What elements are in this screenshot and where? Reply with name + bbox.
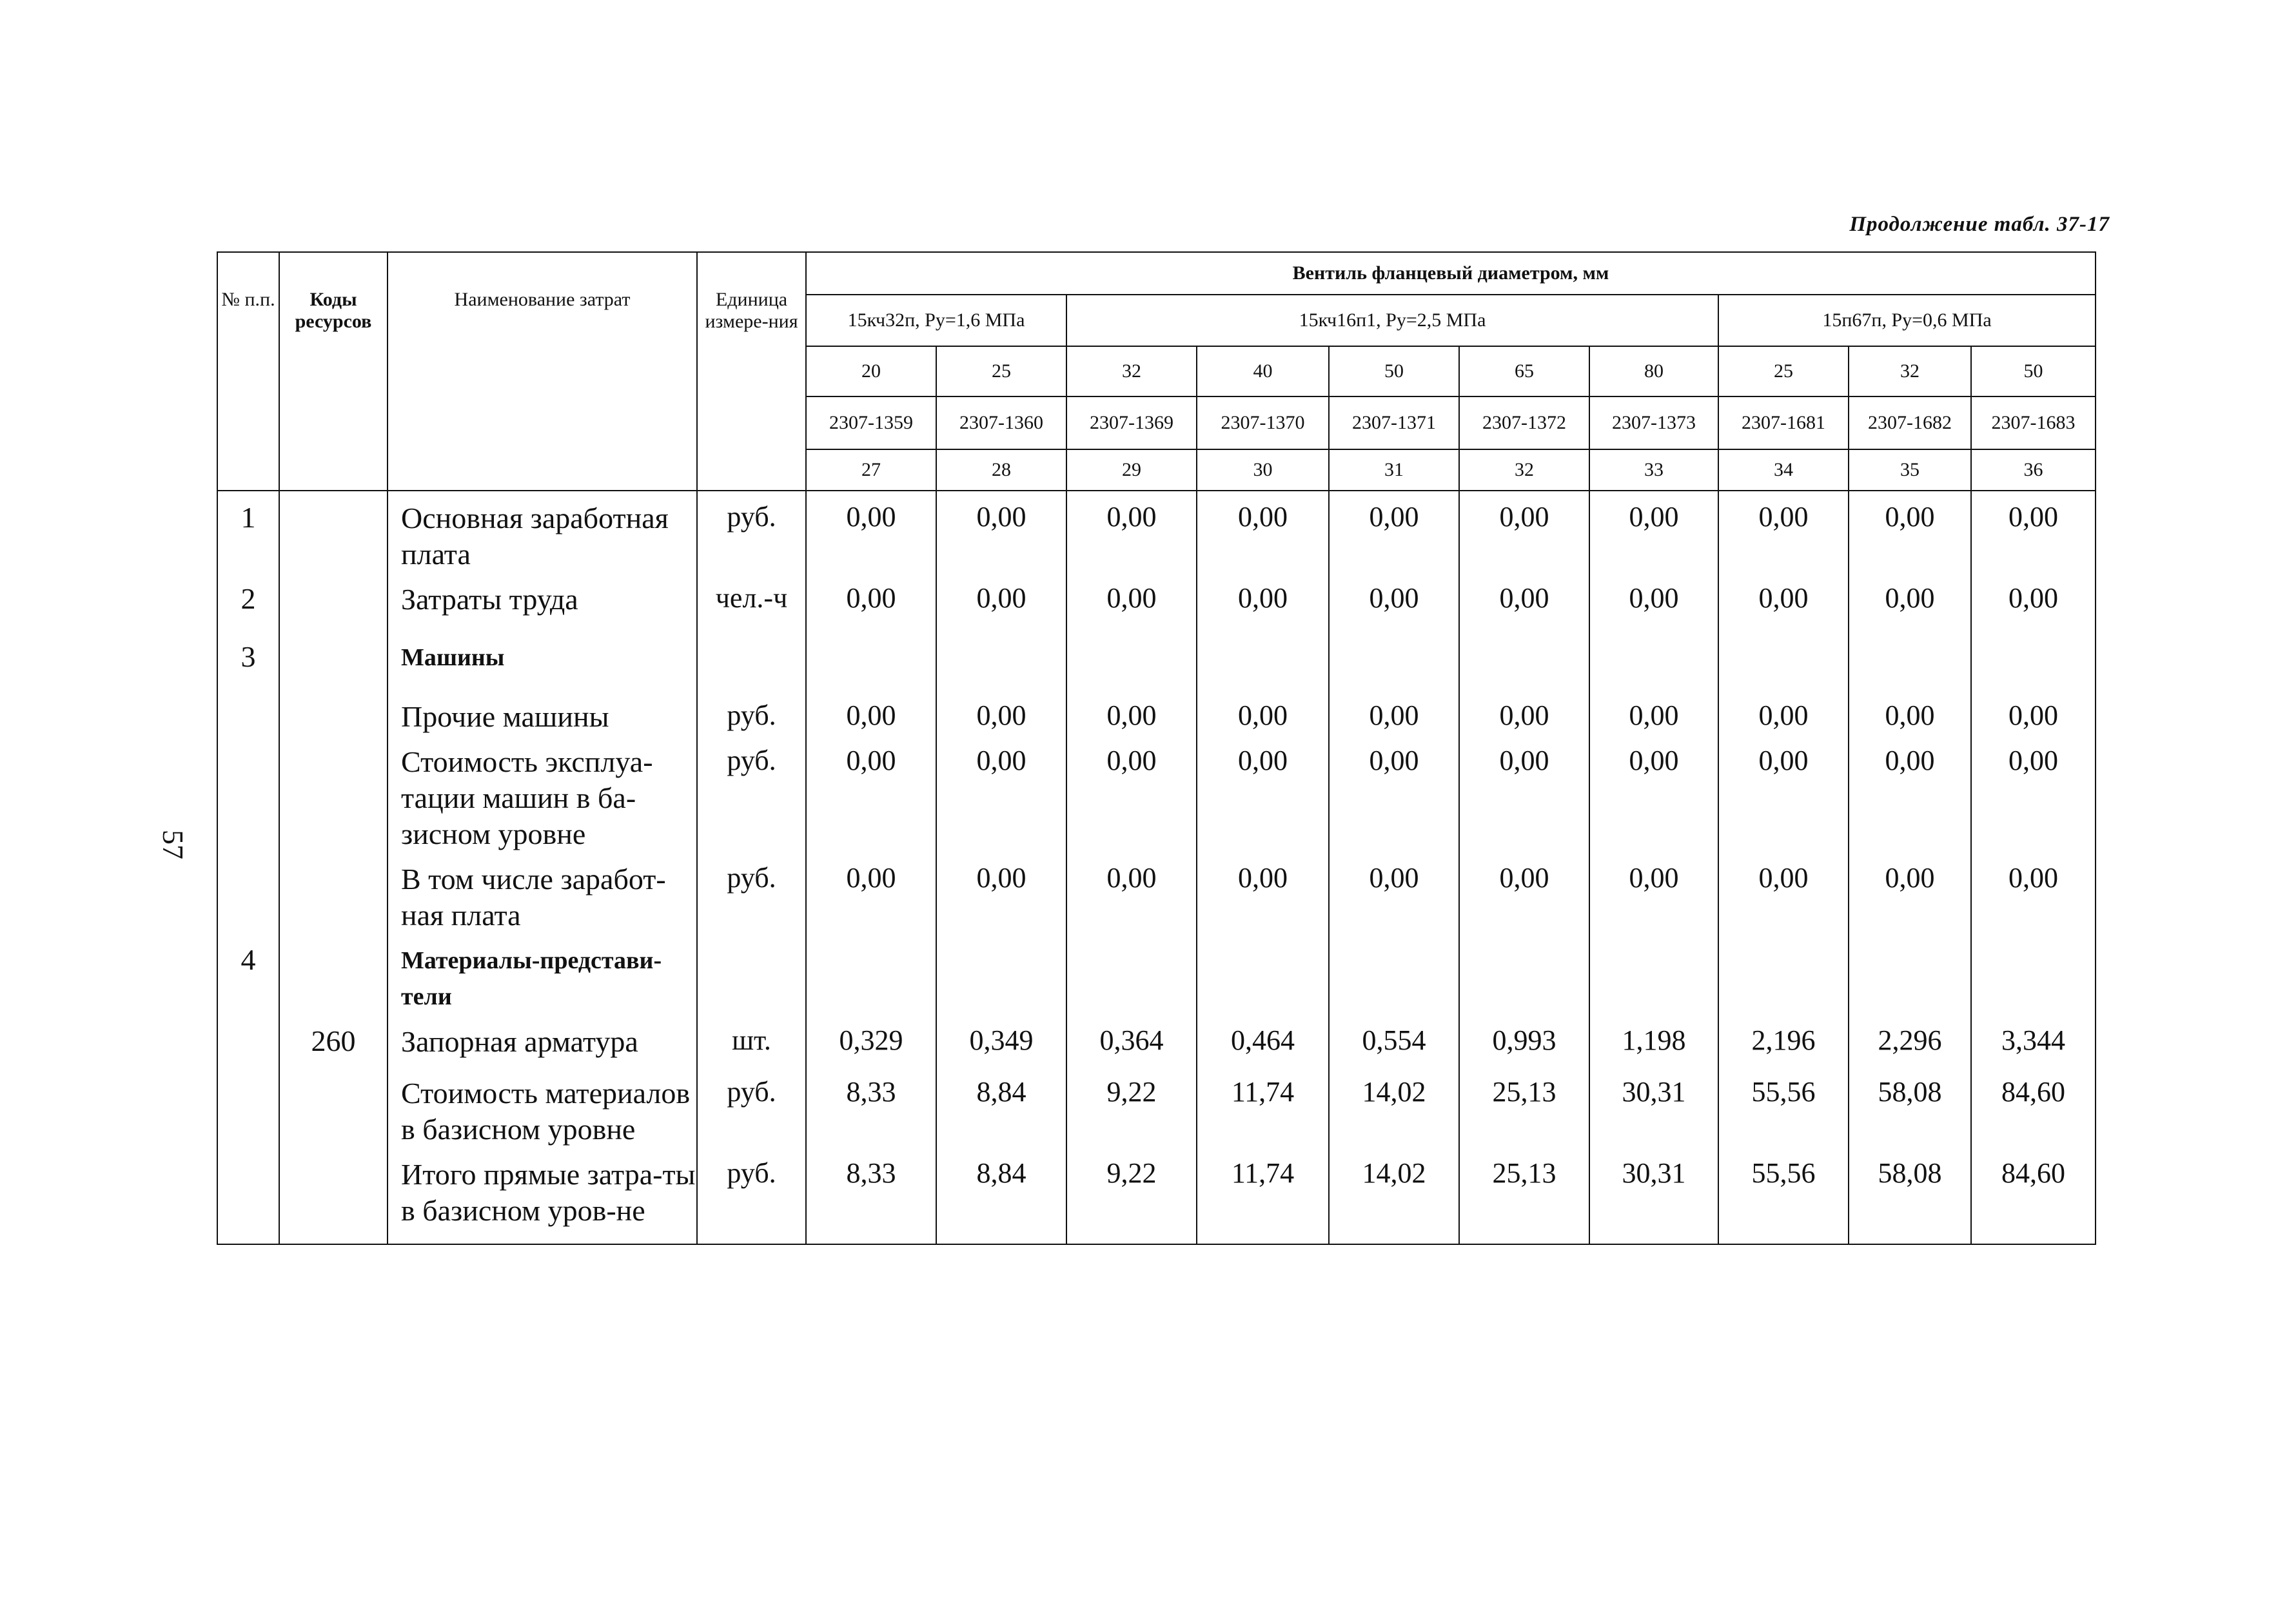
cost-name: Материалы-представи-тели	[388, 934, 697, 1015]
value-cell: 0,00	[806, 690, 936, 735]
cost-name: Запорная арматура	[388, 1015, 697, 1066]
value-cell: 0,00	[1329, 852, 1459, 934]
value-cell: 0,00	[1589, 572, 1718, 631]
table-row	[217, 1015, 2096, 1066]
value-cell: 9,22	[1066, 1066, 1197, 1148]
header-resource-code: 2307-1359	[806, 396, 936, 449]
header-diameter: 25	[936, 346, 1066, 396]
row-number: 1	[217, 491, 279, 572]
cost-table	[217, 251, 2095, 1288]
header-diameter: 80	[1589, 346, 1718, 396]
value-cell	[1066, 934, 1197, 1015]
value-cell: 0,00	[1066, 572, 1197, 631]
value-cell: 0,349	[936, 1015, 1066, 1066]
value-cell: 25,13	[1459, 1148, 1589, 1244]
value-cell: 14,02	[1329, 1148, 1459, 1244]
resource-code	[279, 690, 388, 735]
header-resource-code: 2307-1683	[1971, 396, 2096, 449]
value-cell: 0,00	[1589, 735, 1718, 852]
value-cell: 0,00	[1849, 572, 1971, 631]
value-cell: 0,00	[1849, 690, 1971, 735]
value-cell: 14,02	[1329, 1066, 1459, 1148]
row-number: 3	[217, 631, 279, 690]
header-no: № п.п.	[217, 252, 279, 491]
value-cell: 0,00	[1329, 572, 1459, 631]
cost-name: Основная заработная плата	[388, 491, 697, 572]
value-cell: 0,00	[936, 690, 1066, 735]
unit: руб.	[697, 852, 806, 934]
value-cell: 0,00	[1066, 491, 1197, 572]
value-cell: 0,00	[1066, 690, 1197, 735]
value-cell: 0,00	[936, 491, 1066, 572]
header-resource-code: 2307-1681	[1718, 396, 1849, 449]
value-cell	[1459, 631, 1589, 690]
header-column-number: 34	[1718, 449, 1849, 491]
header-diameter: 25	[1718, 346, 1849, 396]
value-cell	[936, 934, 1066, 1015]
value-cell: 2,296	[1849, 1015, 1971, 1066]
value-cell	[1718, 934, 1849, 1015]
value-cell: 84,60	[1971, 1066, 2096, 1148]
value-cell: 0,00	[1718, 852, 1849, 934]
row-number	[217, 1148, 279, 1244]
value-cell: 0,00	[806, 735, 936, 852]
value-cell: 55,56	[1718, 1066, 1849, 1148]
value-cell: 0,329	[806, 1015, 936, 1066]
value-cell: 0,00	[1718, 735, 1849, 852]
unit: шт.	[697, 1015, 806, 1066]
value-cell: 11,74	[1197, 1148, 1329, 1244]
resource-code: 260	[279, 1015, 388, 1066]
value-cell: 0,00	[1971, 852, 2096, 934]
table-row	[217, 491, 2096, 572]
resource-code	[279, 852, 388, 934]
value-cell: 8,33	[806, 1148, 936, 1244]
value-cell: 0,364	[1066, 1015, 1197, 1066]
value-cell: 0,00	[1589, 491, 1718, 572]
row-number	[217, 852, 279, 934]
unit: руб.	[697, 690, 806, 735]
value-cell: 55,56	[1718, 1148, 1849, 1244]
resource-code	[279, 934, 388, 1015]
header-diameter: 40	[1197, 346, 1329, 396]
value-cell: 8,33	[806, 1066, 936, 1148]
unit: руб.	[697, 735, 806, 852]
table-caption: Продолжение табл. 37-17	[1849, 213, 2110, 236]
value-cell: 0,00	[1849, 852, 1971, 934]
value-cell: 1,198	[1589, 1015, 1718, 1066]
value-cell	[806, 631, 936, 690]
value-cell	[1329, 934, 1459, 1015]
row-number	[217, 690, 279, 735]
value-cell: 0,00	[1718, 690, 1849, 735]
table-row	[217, 934, 2096, 1015]
value-cell: 0,00	[1971, 572, 2096, 631]
value-cell	[1971, 934, 2096, 1015]
resource-code	[279, 735, 388, 852]
value-cell	[1066, 631, 1197, 690]
cost-name: Прочие машины	[388, 690, 697, 735]
value-cell	[936, 631, 1066, 690]
value-cell	[1329, 631, 1459, 690]
value-cell: 0,00	[1066, 735, 1197, 852]
value-cell: 0,00	[1971, 735, 2096, 852]
value-cell: 0,00	[806, 852, 936, 934]
value-cell: 84,60	[1971, 1148, 2096, 1244]
header-column-number: 30	[1197, 449, 1329, 491]
row-number: 4	[217, 934, 279, 1015]
resource-code	[279, 1066, 388, 1148]
header-diameter: 32	[1849, 346, 1971, 396]
header-resource-code: 2307-1370	[1197, 396, 1329, 449]
cost-name: Стоимость материалов в базисном уровне	[388, 1066, 697, 1148]
cost-name: Итого прямые затра-ты в базисном уров-не	[388, 1148, 697, 1244]
unit	[697, 934, 806, 1015]
value-cell: 0,554	[1329, 1015, 1459, 1066]
value-cell	[1589, 934, 1718, 1015]
value-cell: 9,22	[1066, 1148, 1197, 1244]
value-cell: 0,00	[1066, 852, 1197, 934]
resource-code	[279, 1148, 388, 1244]
header-resource-code: 2307-1371	[1329, 396, 1459, 449]
value-cell	[1971, 631, 2096, 690]
unit: руб.	[697, 491, 806, 572]
value-cell	[1589, 631, 1718, 690]
header-resource-code: 2307-1682	[1849, 396, 1971, 449]
value-cell: 2,196	[1718, 1015, 1849, 1066]
value-cell: 58,08	[1849, 1148, 1971, 1244]
unit	[697, 631, 806, 690]
header-subgroup-2: 15кч16п1, Ру=2,5 МПа	[1066, 295, 1718, 346]
header-column-number: 35	[1849, 449, 1971, 491]
value-cell: 0,00	[1197, 491, 1329, 572]
cost-name: Стоимость эксплуа-тации машин в ба-зисном уровне	[388, 735, 697, 852]
table-row	[217, 1148, 2096, 1244]
value-cell: 0,00	[1589, 690, 1718, 735]
header-resource-code: 2307-1369	[1066, 396, 1197, 449]
value-cell: 0,00	[936, 735, 1066, 852]
row-number	[217, 735, 279, 852]
value-cell: 0,00	[1718, 572, 1849, 631]
value-cell	[1197, 934, 1329, 1015]
value-cell	[806, 934, 936, 1015]
value-cell	[1849, 631, 1971, 690]
row-number	[217, 1066, 279, 1148]
value-cell	[1459, 934, 1589, 1015]
header-unit: Единица измере-ния	[697, 252, 806, 491]
value-cell: 0,00	[1329, 735, 1459, 852]
header-resource-code: 2307-1360	[936, 396, 1066, 449]
value-cell: 58,08	[1849, 1066, 1971, 1148]
header-codes: Коды ресурсов	[279, 252, 388, 491]
value-cell: 0,464	[1197, 1015, 1329, 1066]
value-cell: 0,00	[936, 852, 1066, 934]
resource-code	[279, 631, 388, 690]
cost-name: Машины	[388, 631, 697, 690]
header-column-number: 32	[1459, 449, 1589, 491]
header-diameter: 65	[1459, 346, 1589, 396]
value-cell: 0,00	[1971, 690, 2096, 735]
value-cell: 0,00	[1459, 852, 1589, 934]
header-subgroup-1: 15кч32п, Ру=1,6 МПа	[806, 295, 1066, 346]
value-cell: 0,00	[1459, 491, 1589, 572]
header-column-number: 28	[936, 449, 1066, 491]
resource-code	[279, 572, 388, 631]
value-cell: 0,00	[806, 572, 936, 631]
table-row	[217, 690, 2096, 735]
unit: руб.	[697, 1148, 806, 1244]
value-cell: 25,13	[1459, 1066, 1589, 1148]
value-cell: 0,993	[1459, 1015, 1589, 1066]
value-cell	[1718, 631, 1849, 690]
value-cell: 0,00	[1459, 735, 1589, 852]
header-diameter: 32	[1066, 346, 1197, 396]
cost-name: В том числе заработ-ная плата	[388, 852, 697, 934]
value-cell: 0,00	[936, 572, 1066, 631]
header-group-title: Вентиль фланцевый диаметром, мм	[806, 252, 2096, 295]
unit: руб.	[697, 1066, 806, 1148]
header-resource-code: 2307-1373	[1589, 396, 1718, 449]
header-diameter: 50	[1329, 346, 1459, 396]
header-subgroup-3: 15п67п, Ру=0,6 МПа	[1718, 295, 2096, 346]
row-number	[217, 1015, 279, 1066]
header-diameter: 20	[806, 346, 936, 396]
table-row	[217, 735, 2096, 852]
row-number: 2	[217, 572, 279, 631]
value-cell: 3,344	[1971, 1015, 2096, 1066]
value-cell: 0,00	[1718, 491, 1849, 572]
resource-code	[279, 491, 388, 572]
value-cell: 30,31	[1589, 1148, 1718, 1244]
header-name: Наименование затрат	[388, 252, 697, 491]
value-cell: 0,00	[1197, 690, 1329, 735]
table-row	[217, 631, 2096, 690]
value-cell: 8,84	[936, 1066, 1066, 1148]
header-column-number: 29	[1066, 449, 1197, 491]
header-resource-code: 2307-1372	[1459, 396, 1589, 449]
value-cell: 0,00	[1197, 572, 1329, 631]
value-cell: 8,84	[936, 1148, 1066, 1244]
table-row	[217, 1066, 2096, 1148]
value-cell: 0,00	[1849, 735, 1971, 852]
value-cell: 0,00	[1197, 735, 1329, 852]
value-cell: 0,00	[1459, 572, 1589, 631]
value-cell: 30,31	[1589, 1066, 1718, 1148]
table-row	[217, 852, 2096, 934]
value-cell: 0,00	[1971, 491, 2096, 572]
header-column-number: 33	[1589, 449, 1718, 491]
header-diameter: 50	[1971, 346, 2096, 396]
unit: чел.-ч	[697, 572, 806, 631]
page-number: 57	[157, 830, 190, 859]
value-cell: 0,00	[1197, 852, 1329, 934]
cost-name: Затраты труда	[388, 572, 697, 631]
value-cell: 0,00	[1329, 491, 1459, 572]
value-cell	[1197, 631, 1329, 690]
header-column-number: 36	[1971, 449, 2096, 491]
value-cell: 0,00	[806, 491, 936, 572]
table-row	[217, 572, 2096, 631]
header-column-number: 31	[1329, 449, 1459, 491]
value-cell: 0,00	[1849, 491, 1971, 572]
value-cell: 0,00	[1329, 690, 1459, 735]
value-cell	[1849, 934, 1971, 1015]
value-cell: 11,74	[1197, 1066, 1329, 1148]
header-column-number: 27	[806, 449, 936, 491]
value-cell: 0,00	[1589, 852, 1718, 934]
value-cell: 0,00	[1459, 690, 1589, 735]
